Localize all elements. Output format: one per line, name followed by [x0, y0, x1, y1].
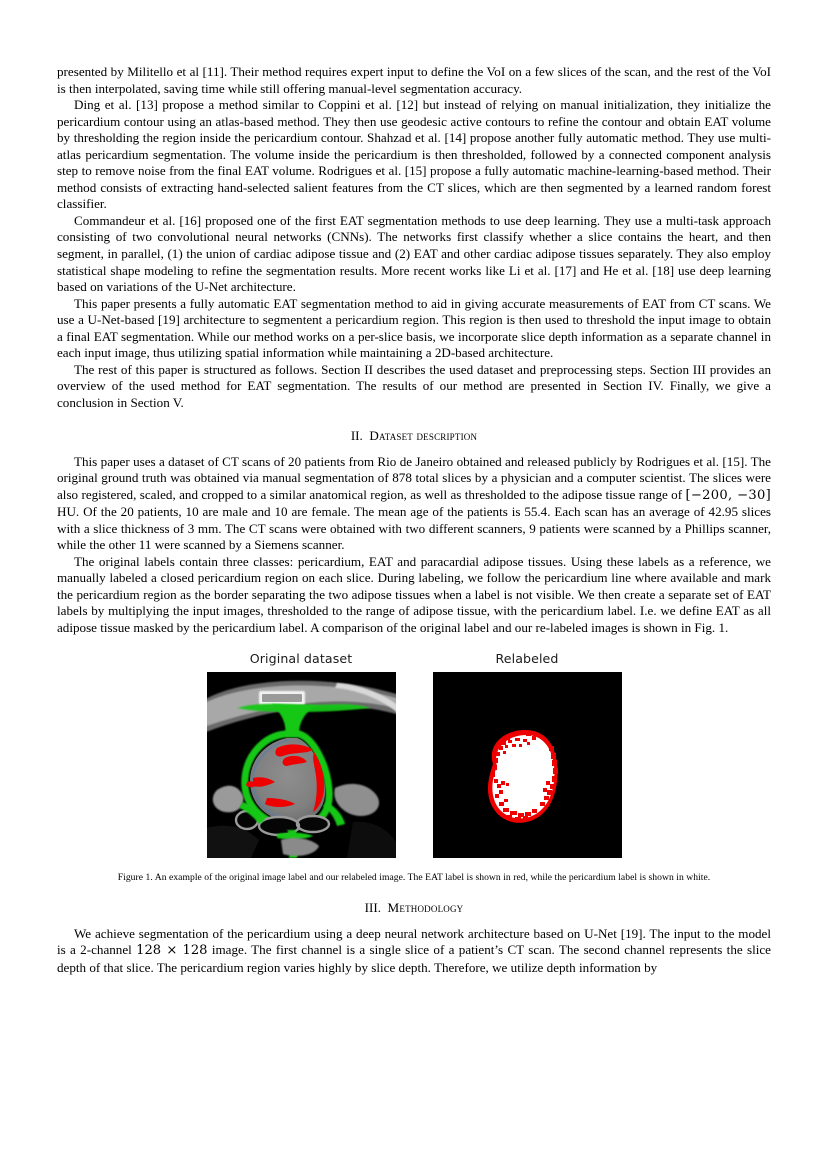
- page-content: [57, 64, 771, 976]
- relabeled-mask-svg: [433, 672, 622, 858]
- section-spacer-after-methodology: [57, 917, 771, 926]
- dataset-text-part-a: This paper uses a dataset of CT scans of 20 patients from Rio de Janeiro obtained and released publicly by Rodrigues et al. [15]. The original ground truth was obtained via manual segmentation of 878 total slices by a physician and a computer scientist. The slices were also registered, scaled, and cropped to a similar anatomical region, as well as thresholded to the adipose tissue range of: [57, 453, 771, 502]
- section-number-methodology: III.: [364, 900, 381, 916]
- section-heading-dataset: [57, 428, 771, 445]
- section-number-dataset: II.: [350, 427, 363, 443]
- input-image-size: 128 × 128: [136, 943, 208, 959]
- paragraph-methodology: [57, 926, 771, 977]
- dataset-text-part-b: HU. Of the 20 patients, 10 are male and 10 are female. The mean age of the patients is 55.4. Each scan has an average of 42.95 slices with a slice thickness of 3 mm. The CT scans were obtained with two different scanners, 9 patients were scanned by a Phillips scanner, while the other 11 were scanned by a Siemens scanner.: [57, 504, 771, 553]
- figure-1: [57, 650, 771, 884]
- section-spacer-before-methodology: [57, 884, 771, 901]
- section-title-methodology: Methodology: [387, 900, 464, 916]
- section-spacer-before-dataset: [57, 411, 771, 428]
- paragraph-ding: Ding et al. [13] propose a method similar to Coppini et al. [12] but instead of relying on manual initialization, they initialize the pericardium contour using an atlas-based method. They then use geodesic active contours to refine the contour and obtain EAT volume by thresholding the region inside the pericardium contour. Shahzad et al. [14] propose another fully automatic method. They use multi-atlas pericardium segmentation. The volume inside the pericardium is then thresholded, followed by a connected component analysis step to remove noise from the final EAT volume. Rodrigues et al. [15] propose a fully automatic machine-learning-based method. Their method consists of extracting hand-selected salient features from the CT slices, which are then segmented by a learned random forest classifier.: [57, 97, 771, 212]
- paragraph-militello: presented by Militello et al [11]. Their method requires expert input to define the VoI on a few slices of the scan, and the rest of the VoI is then interpolated, saving time while still offering manual-level segmentation accuracy.: [57, 64, 771, 96]
- ct-image-original: [207, 672, 396, 858]
- methodology-text-part-a: We achieve segmentation of the pericardium using a deep neural network architecture based on U-Net [19]. The input to the model is a 2-channel: [57, 925, 771, 958]
- hu-range-value: [−200, −30]: [685, 487, 772, 503]
- subfigure-relabeled: [433, 650, 622, 858]
- subfigure-title-original: Original dataset: [249, 650, 353, 666]
- paragraph-paper-structure: The rest of this paper is structured as follows. Section II describes the used dataset and preprocessing steps. Section III provides an overview of the used method for EAT segmentation. The results of our method are presented in Section IV. Finally, we give a conclusion in Section V.: [57, 361, 771, 410]
- figure-caption: Figure 1. An example of the original image label and our relabeled image. The EAT label is shown in red, while the pericardium label is shown in white.: [117, 871, 711, 883]
- ct-scan-original-svg: [207, 672, 396, 858]
- paragraph-this-paper: This paper presents a fully automatic EAT segmentation method to aid in giving accurate measurements of EAT from CT scans. We use a U-Net-based [19] architecture to segmentent a pericardium region. This region is then used to threshold the input image to obtain a final EAT segmentation. While our method works on a per-slice basis, we incorporate slice depth information as a separate channel in each input image, thus utilizing spatial information while maintaining a 2D-based architecture.: [57, 295, 771, 361]
- subfigure-title-relabeled: Relabeled: [495, 650, 559, 666]
- section-heading-methodology: [57, 900, 771, 917]
- paragraph-commandeur: Commandeur et al. [16] proposed one of the first EAT segmentation methods to use deep learning. They use a multi-task approach consisting of two convolutional neural networks (CNNs). The networks first classify whether a slice contains the heart, and then segment, in parallel, (1) the union of cardiac adipose tissue and (2) EAT and other cardiac adipose tissues separately. They also employ statistical shape modeling to refine the segmentation results. More recent works like Li et al. [17] and He et al. [18] use deep learning based on variations of the U-Net architecture.: [57, 212, 771, 295]
- paragraph-labels: The original labels contain three classes: pericardium, EAT and paracardial adipose tissues. Using these labels as a reference, we manually labeled a closed pericardium region on each slice. During labeling, we follow the pericardium line where available and mark the pericardium region as the border separating the two adipose tissues when a label is not visible. We then create a separate set of EAT labels by multiplying the input images, thresholded to the range of adipose tissue, with the pericardium label. I.e. we define EAT as all adipose tissue masked by the pericardium label. A comparison of the original label and our re-labeled images is shown in Fig. 1.: [57, 553, 771, 635]
- ct-image-relabeled: [433, 672, 622, 858]
- section-title-dataset: Dataset description: [369, 427, 478, 443]
- subfigure-original-dataset: [207, 650, 396, 858]
- methodology-text-part-b: image. The first channel is a single slice of a patient’s CT scan. The second channel represents the slice depth of that slice. The pericardium region varies highly by slice depth. Therefore, we utilize depth information by: [57, 942, 771, 975]
- section-spacer-after-dataset: [57, 445, 771, 454]
- figure-image-row: [57, 650, 771, 858]
- paragraph-dataset-details: [57, 454, 771, 554]
